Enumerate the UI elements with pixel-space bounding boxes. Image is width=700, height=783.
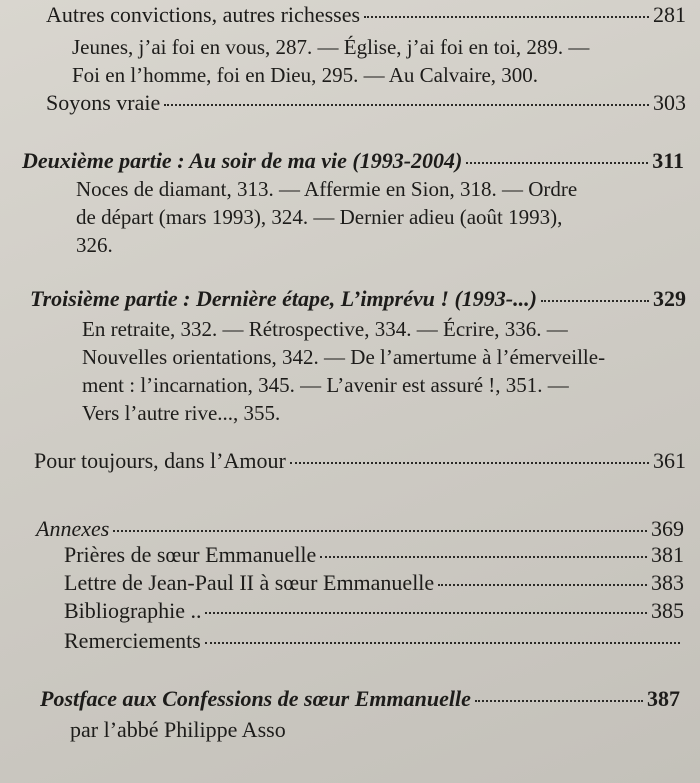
toc-page-number: 329 <box>653 286 686 311</box>
toc-entry-label: Soyons vraie <box>46 90 161 115</box>
leader-dots <box>113 530 647 532</box>
toc-entry-deuxieme-partie <box>22 148 684 174</box>
toc-subentries-line: Noces de diamant, 313. — Affermie en Sion, 318. — Ordre <box>76 177 578 201</box>
toc-entry-troisieme-partie <box>30 286 686 312</box>
toc-entry-bibliographie <box>64 598 684 624</box>
toc-page-number: 387 <box>647 686 680 711</box>
toc-subentries-line: ment : l’incarnation, 345. — L’avenir est assuré !, 351. — <box>82 373 569 397</box>
toc-subentries-line: Jeunes, j’ai foi en vous, 287. — Église, j’ai foi en toi, 289. — <box>72 35 590 59</box>
toc-subentries-line: En retraite, 332. — Rétrospective, 334. — Écrire, 336. — <box>82 317 568 341</box>
toc-entry-annexes <box>36 516 684 542</box>
toc-page-number: 385 <box>651 598 684 623</box>
toc-subentries-line: de départ (mars 1993), 324. — Dernier adieu (août 1993), <box>76 205 563 229</box>
leader-dots <box>475 700 643 702</box>
toc-entry-pour-toujours <box>34 448 686 474</box>
toc-subentries-line: 326. <box>76 233 113 257</box>
toc-entry-label: Postface aux Confessions de sœur Emmanuelle <box>40 686 471 711</box>
leader-dots <box>290 462 649 464</box>
toc-page-number: 303 <box>653 90 686 115</box>
toc-entry-label: Autres convictions, autres richesses <box>46 2 361 27</box>
toc-entry-label: Annexes <box>36 516 110 541</box>
leader-dots <box>205 642 680 644</box>
toc-entry-label: Lettre de Jean-Paul II à sœur Emmanuelle <box>64 570 435 595</box>
toc-entry-soyons-vraie <box>46 90 686 116</box>
leader-dots <box>364 16 649 18</box>
toc-entry-prieres <box>64 542 684 568</box>
toc-entry-label: Remerciements <box>64 628 201 653</box>
toc-subentries-line: par l’abbé Philippe Asso <box>70 717 286 742</box>
toc-page-number: 383 <box>651 570 684 595</box>
leader-dots <box>541 300 649 302</box>
toc-entry-label: Deuxième partie : Au soir de ma vie (1993-2004) <box>22 148 463 173</box>
leader-dots <box>320 556 647 558</box>
toc-entry-remerciements <box>64 628 684 654</box>
toc-entry-label: Troisième partie : Dernière étape, L’imprévu ! (1993-...) <box>30 286 537 311</box>
toc-subentries-line: Vers l’autre rive..., 355. <box>82 401 281 425</box>
toc-entry-postface <box>40 686 680 712</box>
toc-entry-label: Prières de sœur Emmanuelle <box>64 542 317 567</box>
toc-page-number: 369 <box>651 516 684 541</box>
toc-page-number: 361 <box>653 448 686 473</box>
toc-subentries-line: Nouvelles orientations, 342. — De l’amertume à l’émerveille- <box>82 345 606 369</box>
leader-dots <box>438 584 647 586</box>
toc-entry-label: Bibliographie .. <box>64 598 202 623</box>
toc-page-number: 381 <box>651 542 684 567</box>
leader-dots <box>466 162 648 164</box>
leader-dots <box>205 612 647 614</box>
leader-dots <box>164 104 649 106</box>
toc-entry-label: Pour toujours, dans l’Amour <box>34 448 286 473</box>
toc-page-number: 281 <box>653 2 686 27</box>
toc-entry-lettre <box>64 570 684 596</box>
toc-entry-autres-convictions <box>46 2 686 28</box>
toc-page-number: 311 <box>652 148 684 173</box>
toc-subentries-line: Foi en l’homme, foi en Dieu, 295. — Au Calvaire, 300. <box>72 63 539 87</box>
